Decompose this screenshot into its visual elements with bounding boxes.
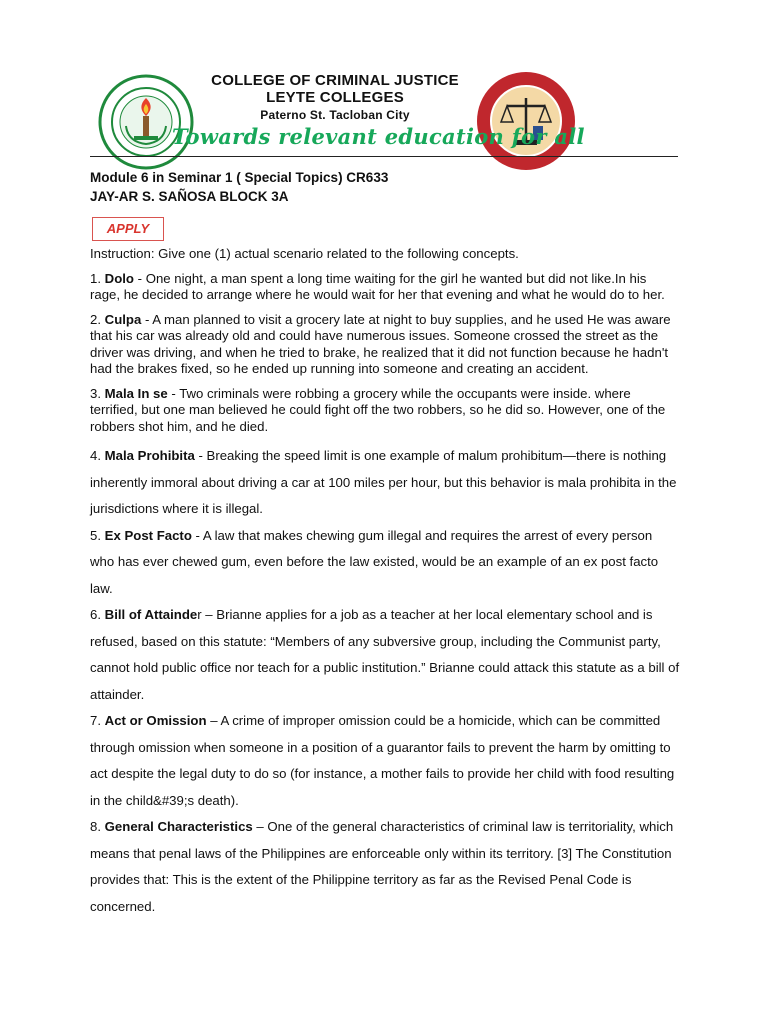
item-ex-post-facto: 5. Ex Post Facto - A law that makes chewing gum illegal and requires the arrest of every person who has ever chewed gum, even before the law existed, would be an example of an ex post facto law. bbox=[90, 527, 659, 596]
apply-label: APPLY bbox=[92, 217, 164, 241]
item-bill-of-attainder: 6. Bill of Attainder – Brianne applies for a job as a teacher at her local elementary school and is refused, based on this statute: “Members of any subversive group, including the Communist party, cannot hold public office nor teach for a public institution.” Brianne could attack this statute as a bill of attainder. bbox=[90, 607, 680, 702]
item-mala-in-se: 3. Mala In se - Two criminals were robbing a grocery while the occupants were inside. where terrified, but one man believed he could fight off the two robbers, so he did so. However, one of the robbers shot him, and he died. bbox=[90, 385, 666, 434]
college-title: COLLEGE OF CRIMINAL JUSTICE bbox=[211, 72, 459, 89]
student-line: JAY-AR S. SAÑOSA BLOCK 3A bbox=[90, 189, 289, 204]
instruction: Instruction: Give one (1) actual scenario related to the following concepts. bbox=[90, 246, 519, 261]
address: Paterno St. Tacloban City bbox=[260, 108, 410, 122]
header-divider bbox=[90, 156, 678, 157]
motto: Towards relevant education for all bbox=[172, 124, 585, 149]
institution-name: LEYTE COLLEGES bbox=[266, 89, 404, 106]
module-line: Module 6 in Seminar 1 ( Special Topics) CR633 bbox=[90, 170, 389, 185]
document-header bbox=[0, 0, 768, 160]
document-body bbox=[90, 246, 680, 920]
item-general-characteristics: 8. General Characteristics – One of the general characteristics of criminal law is territoriality, which means that penal laws of the Philippines are enforceable only within its territory. [3] The Constitution provides that: This is the extent of the Philippine territory as far as the Revised Penal Code is concerned. bbox=[90, 819, 674, 914]
item-act-or-omission: 7. Act or Omission – A crime of improper omission could be a homicide, which can be committed through omission when someone in a position of a guarantor fails to prevent the harm by omitting to act despite the legal duty to do so (for instance, a mother fails to provide her child with food resulting in the child&#39;s death). bbox=[90, 713, 675, 808]
item-dolo: 1. Dolo - One night, a man spent a long time waiting for the girl he wanted but did not like.In his rage, he decided to arrange where he would wait for her that evening and what he would do to her. bbox=[90, 270, 665, 302]
item-culpa: 2. Culpa - A man planned to visit a grocery late at night to buy supplies, and he used He was aware that his car was already old and could have numerous issues. Someone crossed the street as the driver was driving, and when he tried to brake, he realized that it did not function because he hadn't had the brakes fixed, so he ended up running into someone and creating an accident. bbox=[90, 311, 671, 376]
item-mala-prohibita: 4. Mala Prohibita - Breaking the speed limit is one example of malum prohibitum—there is nothing inherently immoral about driving a car at 100 miles per hour, but this behavior is mala prohibita in the jurisdictions where it is illegal. bbox=[90, 448, 677, 516]
